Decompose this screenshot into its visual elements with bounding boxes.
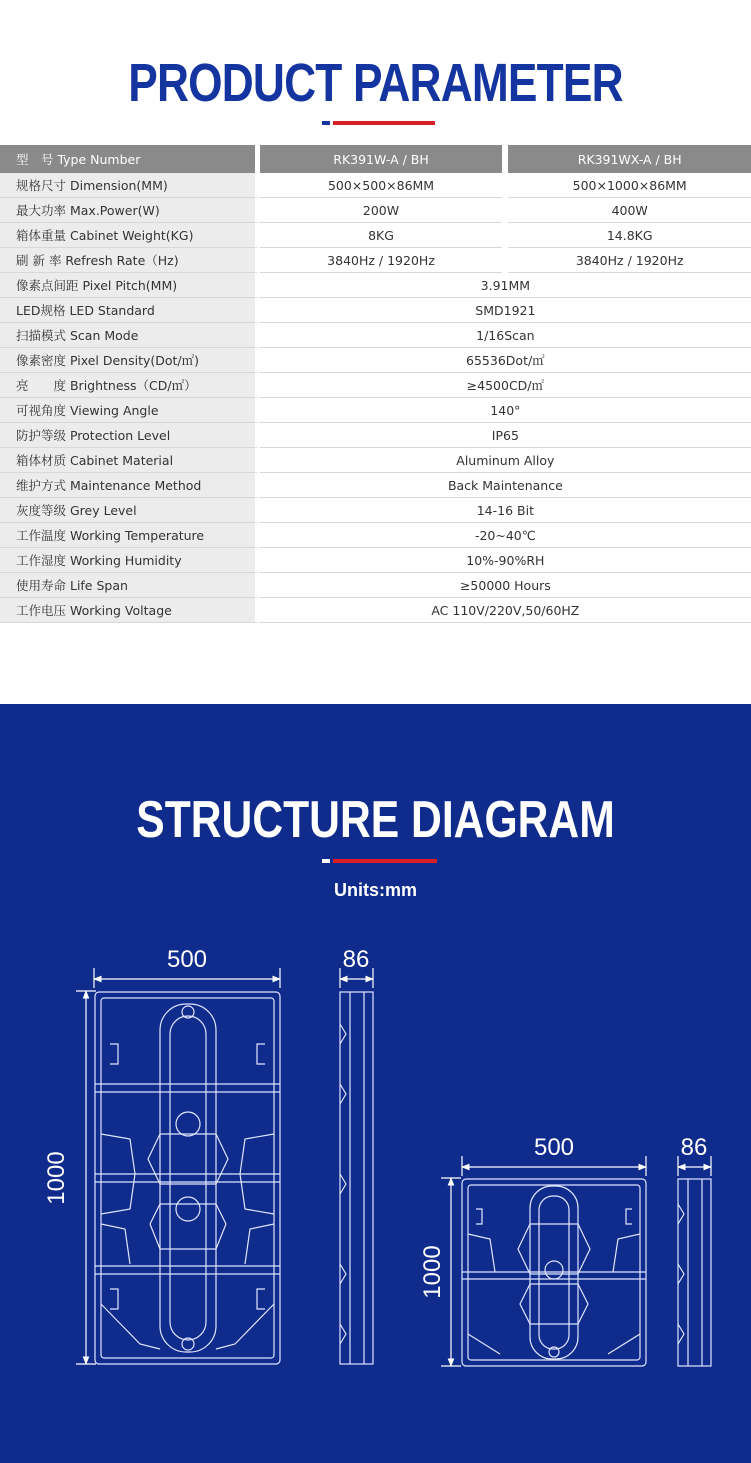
param-value-b: 400W bbox=[508, 198, 751, 223]
small-width-label: 500 bbox=[533, 1134, 575, 1161]
param-label: 防护等级 Protection Level bbox=[0, 423, 260, 448]
param-label: 扫描模式 Scan Mode bbox=[0, 323, 260, 348]
table-row bbox=[0, 198, 751, 223]
large-cabinet-side-view bbox=[340, 968, 373, 1364]
small-cabinet-front-view bbox=[441, 1156, 646, 1366]
param-value: 1/16Scan bbox=[260, 323, 751, 348]
param-value: SMD1921 bbox=[260, 298, 751, 323]
param-label: 规格尺寸 Dimension(MM) bbox=[0, 173, 260, 198]
param-value: ≥4500CD/㎡ bbox=[260, 373, 751, 398]
param-label: 像素密度 Pixel Density(Dot/㎡) bbox=[0, 348, 260, 373]
table-row bbox=[0, 423, 751, 448]
header-label: 型 号 Type Number bbox=[0, 145, 260, 173]
param-label: 灰度等级 Grey Level bbox=[0, 498, 260, 523]
param-value: 14-16 Bit bbox=[260, 498, 751, 523]
param-value: Aluminum Alloy bbox=[260, 448, 751, 473]
table-row bbox=[0, 548, 751, 573]
param-value: IP65 bbox=[260, 423, 751, 448]
param-value-b: 3840Hz / 1920Hz bbox=[508, 248, 751, 273]
large-height-label: 1000 bbox=[43, 1151, 70, 1205]
table-row bbox=[0, 498, 751, 523]
large-width-label: 500 bbox=[166, 946, 208, 973]
large-cabinet-front-view bbox=[76, 968, 280, 1364]
param-label: 工作电压 Working Voltage bbox=[0, 598, 260, 623]
header-model-b: RK391WX-A / BH bbox=[508, 145, 751, 173]
param-label: 箱体重量 Cabinet Weight(KG) bbox=[0, 223, 260, 248]
param-label: LED规格 LED Standard bbox=[0, 298, 260, 323]
param-label: 最大功率 Max.Power(W) bbox=[0, 198, 260, 223]
param-value-b: 14.8KG bbox=[508, 223, 751, 248]
title-underline-accent bbox=[322, 121, 330, 125]
table-row bbox=[0, 523, 751, 548]
units-label: Units:mm bbox=[333, 880, 417, 900]
param-label: 工作湿度 Working Humidity bbox=[0, 548, 260, 573]
small-cabinet-side-view bbox=[678, 1156, 711, 1366]
table-row bbox=[0, 573, 751, 598]
table-header-row bbox=[0, 145, 751, 173]
param-value: 140° bbox=[260, 398, 751, 423]
param-label: 维护方式 Maintenance Method bbox=[0, 473, 260, 498]
param-value: -20~40℃ bbox=[260, 523, 751, 548]
param-value: 65536Dot/㎡ bbox=[260, 348, 751, 373]
table-row bbox=[0, 173, 751, 198]
table-row bbox=[0, 473, 751, 498]
param-label: 刷 新 率 Refresh Rate（Hz) bbox=[0, 248, 260, 273]
param-value-a: 500×500×86MM bbox=[260, 173, 503, 198]
table-row bbox=[0, 248, 751, 273]
param-label: 亮 度 Brightness（CD/㎡） bbox=[0, 373, 260, 398]
param-value: AC 110V/220V,50/60HZ bbox=[260, 598, 751, 623]
param-value-a: 8KG bbox=[260, 223, 503, 248]
structure-diagram-section bbox=[0, 704, 751, 1463]
table-row bbox=[0, 298, 751, 323]
param-label: 可视角度 Viewing Angle bbox=[0, 398, 260, 423]
param-value: 10%-90%RH bbox=[260, 548, 751, 573]
table-row bbox=[0, 223, 751, 248]
small-depth-label: 86 bbox=[680, 1134, 708, 1161]
section-title: PRODUCT PARAMETER bbox=[128, 53, 623, 113]
table-row bbox=[0, 598, 751, 623]
param-value: ≥50000 Hours bbox=[260, 573, 751, 598]
small-height-label: 1000 bbox=[419, 1245, 446, 1299]
section-title: STRUCTURE DIAGRAM bbox=[136, 791, 615, 849]
param-value-a: 200W bbox=[260, 198, 503, 223]
product-parameter-section bbox=[0, 0, 751, 704]
table-row bbox=[0, 348, 751, 373]
param-value: Back Maintenance bbox=[260, 473, 751, 498]
title-underline bbox=[333, 121, 435, 125]
table-row bbox=[0, 273, 751, 298]
param-value: 3.91MM bbox=[260, 273, 751, 298]
table-row bbox=[0, 373, 751, 398]
param-label: 工作温度 Working Temperature bbox=[0, 523, 260, 548]
param-value-a: 3840Hz / 1920Hz bbox=[260, 248, 503, 273]
param-label: 像素点间距 Pixel Pitch(MM) bbox=[0, 273, 260, 298]
parameter-table bbox=[0, 145, 751, 623]
table-row bbox=[0, 448, 751, 473]
param-label: 使用寿命 Life Span bbox=[0, 573, 260, 598]
table-row bbox=[0, 323, 751, 348]
large-depth-label: 86 bbox=[342, 946, 370, 973]
structure-drawings bbox=[0, 704, 751, 1463]
table-row bbox=[0, 398, 751, 423]
param-value-b: 500×1000×86MM bbox=[508, 173, 751, 198]
param-label: 箱体材质 Cabinet Material bbox=[0, 448, 260, 473]
header-model-a: RK391W-A / BH bbox=[260, 145, 503, 173]
